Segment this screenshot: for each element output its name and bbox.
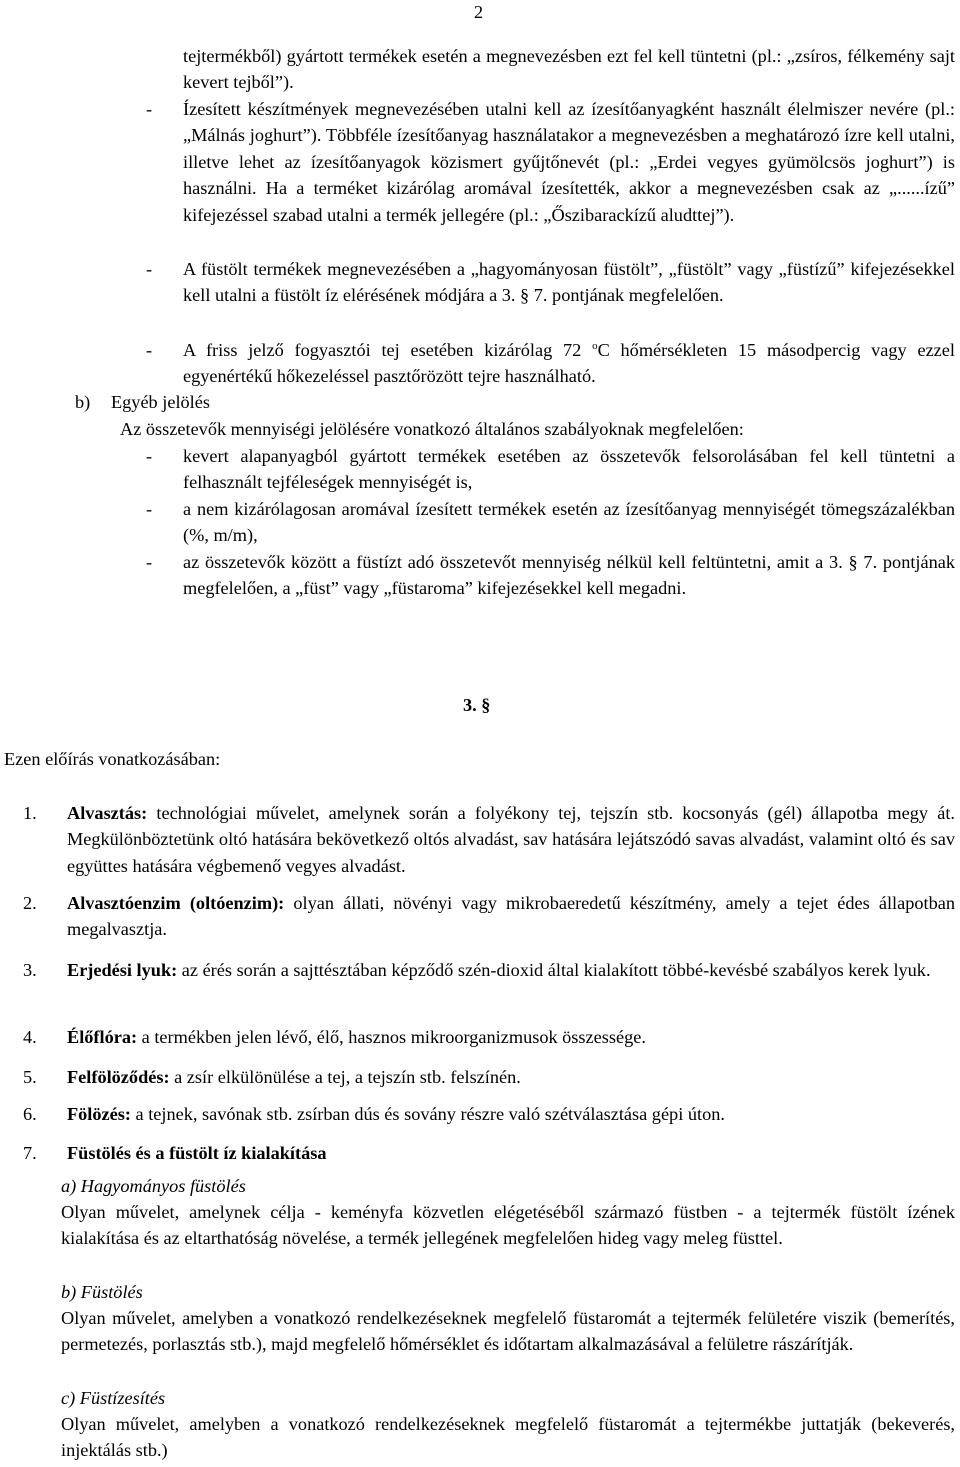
list-dash: -	[146, 340, 153, 360]
section-b-heading: b) Egyéb jelölés	[75, 392, 210, 412]
subsection-title-fustoles: b) Füstölés	[61, 1282, 143, 1302]
definition-number: 7.	[23, 1143, 37, 1163]
section-heading: 3. §	[463, 695, 491, 715]
page-number: 2	[474, 2, 484, 22]
subsection-text-fustoles: Olyan művelet, amelyben a vonatkozó rendelkezéseknek megfelelő füstaromát a tejtermék felületére viszik (bemerítés, permetezés, porlasztás stb.), majd megfelelő hőmérséklet és időtartam alkalmazásával a felületre rászárítják.	[61, 1308, 955, 1355]
subsection-text-fustizesites: Olyan művelet, amelyben a vonatkozó rendelkezéseknek megfelelő füstaromát a tejtermékbe juttatják (bekeverés, injektálás stb.)	[61, 1414, 955, 1461]
list-item-mixed-raw: kevert alapanyagból gyártott termékek esetében az összetevők felsorolásában fel kell tüntetni a felhasznált tejféleségek mennyiségét is,	[183, 446, 955, 493]
list-dash: -	[146, 259, 153, 279]
list-dash: -	[146, 499, 153, 519]
section-intro: Ezen előírás vonatkozásában:	[4, 749, 221, 769]
list-dash: -	[146, 552, 153, 572]
definition-number: 6.	[23, 1104, 37, 1124]
list-item-flavored: Ízesített készítmények megnevezésében utalni kell az ízesítőanyagként használt élelmiszer nevére (pl.: „Málnás joghurt”). Többféle ízesítőanyag használatakor a megnevezésben a meghatározó ízre kell utalni, illetve lehet az ízesítőanyagok közismert gyűjtőnevét (pl.: „Erdei vegyes gyümölcsös joghurt”) is használni. Ha a terméket kizárólag aromával ízesítették, akkor a megnevezésben csak az „......ízű” kifejezéssel szabad utalni a termék jellegére (pl.: „Őszibarackízű aludttej”).	[183, 99, 955, 225]
definition-number: 5.	[23, 1067, 37, 1087]
definition-folozes: Fölözés: a tejnek, savónak stb. zsírban dús és sovány részre való szétválasztása gépi úton.	[67, 1104, 725, 1124]
definition-number: 2.	[23, 893, 37, 913]
subsection-title-hagyomanyos: a) Hagyományos füstölés	[61, 1176, 246, 1196]
list-item-flavor-qty: a nem kizárólagosan aromával ízesített termékek esetén az ízesítőanyag mennyiségét tömegszázalékban (%, m/m),	[183, 499, 955, 546]
section-b-intro: Az összetevők mennyiségi jelölésére vonatkozó általános szabályoknak megfelelően:	[120, 419, 744, 439]
definition-erjedesi-lyuk: Erjedési lyuk: az érés során a sajttésztában képződő szén-dioxid által kialakított többé-kevésbé szabályos kerek lyuk.	[67, 960, 931, 980]
definition-eloflora: Élőflóra: a termékben jelen lévő, élő, hasznos mikroorganizmusok összessége.	[67, 1027, 646, 1047]
definition-oltoenzim: Alvasztóenzim (oltóenzim): olyan állati, növényi vagy mikrobaeredetű készítmény, amely a tejet édes állapotban megalvasztja.	[67, 893, 955, 940]
definition-felfolozodes: Felfölöződés: a zsír elkülönülése a tej, a tejszín stb. felszínén.	[67, 1067, 521, 1087]
definition-number: 4.	[23, 1027, 37, 1047]
definition-alvasztas: Alvasztás: technológiai művelet, amelynek során a folyékony tej, tejszín stb. kocsonyás (gél) állapotba megy át. Megkülönböztetünk oltó hatására bekövetkező oltós alvadást, sav hatására lejátszódó savas alvadást, valamint oltó és sav együttes hatására végbemenő vegyes alvadást.	[67, 803, 955, 876]
subsection-text-hagyomanyos: Olyan művelet, amelynek célja - keményfa közvetlen elégetéséből származó füstben - a tejtermék füstölt ízének kialakítása és az eltarthatóság növelése, a termék jellegének megfelelően hideg vagy meleg füsttel.	[61, 1202, 955, 1249]
list-item-smoke-ingredient: az összetevők között a füstízt adó összetevőt mennyiség nélkül kell feltüntetni, amit a 3. § 7. pontjának megfelelően, a „füst” vagy „füstaroma” kifejezésekkel kell megadni.	[183, 552, 955, 599]
definition-number: 3.	[23, 960, 37, 980]
degree-superscript: o	[592, 339, 598, 352]
definition-fustoles: Füstölés és a füstölt íz kialakítása	[67, 1143, 327, 1163]
list-dash: -	[146, 446, 153, 466]
list-item-smoked: A füstölt termékek megnevezésében a „hagyományosan füstölt”, „füstölt” vagy „füstízű” kifejezésekkel kell utalni a füstölt íz elérésének módjára a 3. § 7. pontjának megfelelően.	[183, 259, 955, 306]
subsection-title-fustizesites: c) Füstízesítés	[61, 1388, 166, 1408]
definition-number: 1.	[23, 803, 37, 823]
list-dash: -	[146, 99, 153, 119]
list-item-continuation: tejtermékből) gyártott termékek esetén a megnevezésben ezt fel kell tüntetni (pl.: „zsíros, félkemény sajt kevert tejből”).	[183, 46, 955, 93]
list-item-fresh-milk: A friss jelző fogyasztói tej esetében kizárólag 72 $^o$C hőmérsékleten 15 másodpercig vagy ezzel egyenértékű hőkezeléssel pasztőrözött tejre használható.	[183, 339, 955, 387]
